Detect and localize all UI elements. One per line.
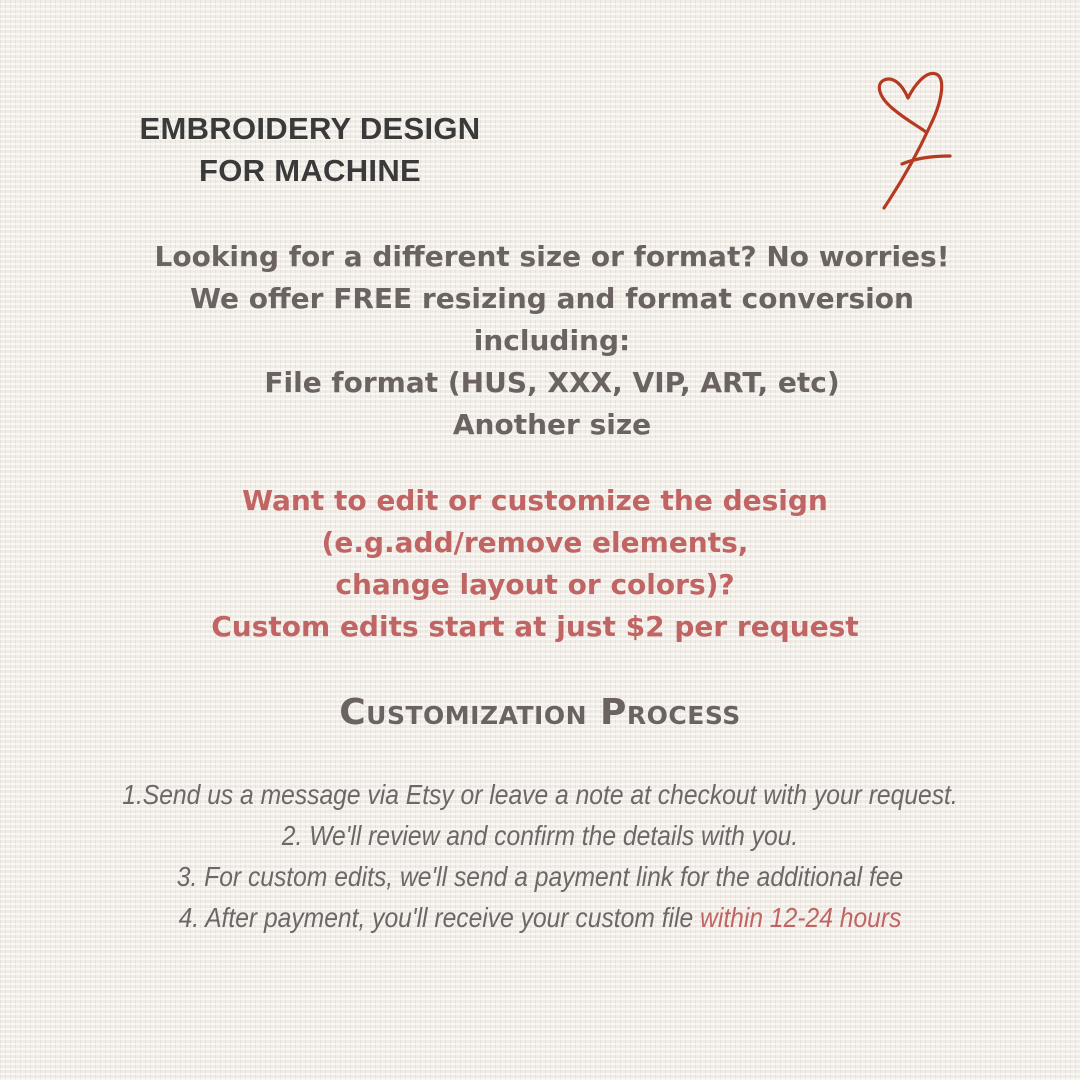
format-info <box>80 236 1024 446</box>
process-step-4 <box>100 897 980 938</box>
process-step: 2. We'll review and confirm the details with you. <box>281 820 799 851</box>
custom-edit-line: change layout or colors)? <box>335 568 735 601</box>
custom-edit-line: Want to edit or customize the design <box>242 484 828 517</box>
delivery-time-highlight: within 12-24 hours <box>700 902 902 933</box>
header-line-2: FOR MACHINE <box>198 153 421 188</box>
custom-edit-line: Custom edits start at just $2 per request <box>211 610 859 643</box>
custom-edit-line: (e.g.add/remove elements, <box>321 526 749 559</box>
header-line-1: EMBROIDERY DESIGN <box>139 111 481 146</box>
format-info-line: including: <box>473 324 631 357</box>
process-steps <box>40 774 1040 938</box>
heart-doodle-icon <box>868 68 958 218</box>
format-info-line: Looking for a different size or format? No worries! <box>154 240 950 273</box>
format-info-line: We offer FREE resizing and format conversion <box>190 282 914 315</box>
process-title: Customization Process <box>339 692 741 733</box>
header-title <box>100 108 520 192</box>
format-info-line: Another size <box>452 408 652 441</box>
process-step: 1.Send us a message via Etsy or leave a note at checkout with your request. <box>122 779 958 810</box>
custom-edit-info <box>90 480 980 648</box>
format-info-line: File format (HUS, XXX, VIP, ART, etc) <box>264 366 840 399</box>
process-step-4-text: 4. After payment, you'll receive your custom file <box>178 902 701 933</box>
process-step: 3. For custom edits, we'll send a payment link for the additional fee <box>176 861 904 892</box>
